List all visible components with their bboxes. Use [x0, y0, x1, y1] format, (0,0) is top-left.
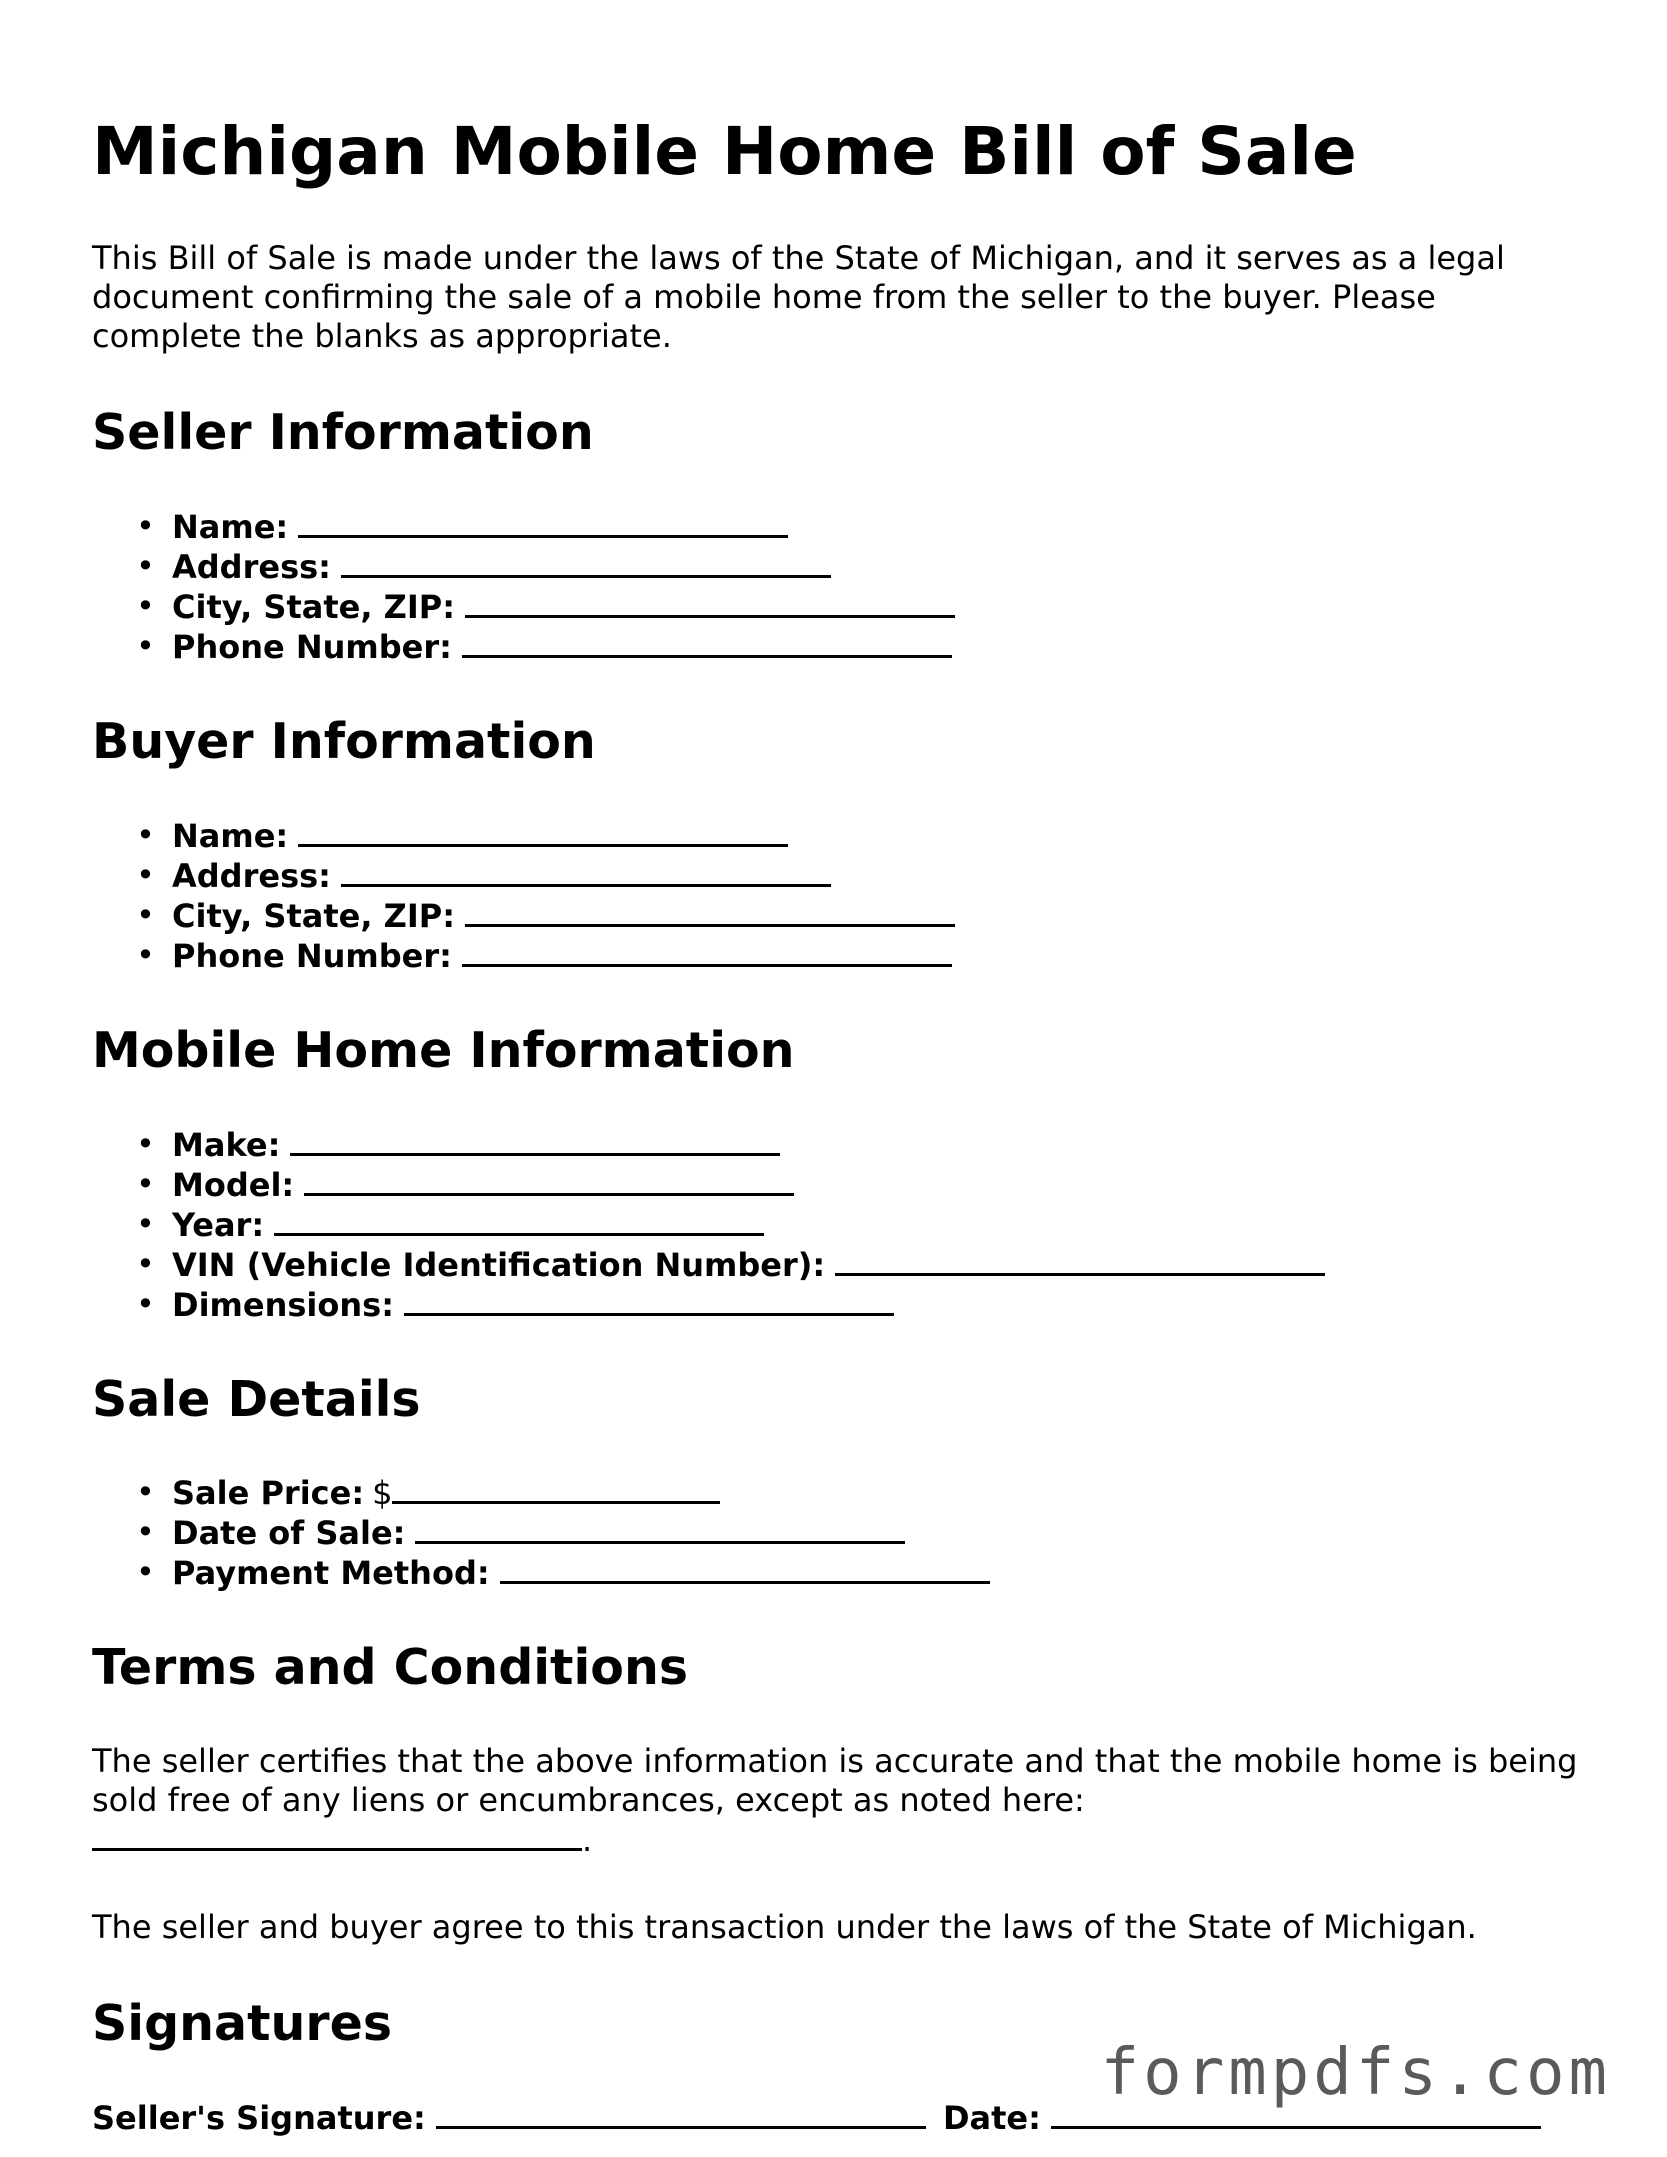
home-vin-field [172, 1245, 1582, 1285]
field-label: Payment Method: [172, 1554, 490, 1593]
blank-line[interactable] [274, 1205, 764, 1236]
blank-line[interactable] [392, 1473, 720, 1504]
sale-price-field [172, 1473, 1582, 1513]
seller-city-field [172, 587, 1582, 627]
blank-line[interactable] [835, 1245, 1325, 1276]
home-model-field [172, 1165, 1582, 1205]
buyer-address-field [172, 856, 1582, 896]
blank-line[interactable] [462, 936, 952, 967]
watermark-logo: formpdfs.com [1100, 2036, 1611, 2110]
sale-fields [92, 1473, 1582, 1593]
blank-line[interactable] [298, 816, 788, 847]
terms-paragraph [92, 1742, 1582, 1860]
blank-line[interactable] [465, 896, 955, 927]
sale-heading: Sale Details [92, 1370, 421, 1428]
field-label: City, State, ZIP: [172, 896, 456, 935]
field-label: Dimensions: [172, 1285, 394, 1324]
terms-period: . [582, 1821, 593, 1860]
blank-line[interactable] [404, 1285, 894, 1316]
seller-fields [92, 507, 1582, 667]
home-make-field [172, 1125, 1582, 1165]
document-title: Michigan Mobile Home Bill of Sale [92, 113, 1357, 190]
sale-date-field [172, 1513, 1582, 1553]
document-page [92, 112, 1582, 2138]
terms-heading: Terms and Conditions [92, 1639, 688, 1697]
field-label: Model: [172, 1165, 295, 1204]
field-label: City, State, ZIP: [172, 587, 456, 626]
seller-phone-field [172, 627, 1582, 667]
blank-line[interactable] [341, 856, 831, 887]
seller-heading: Seller Information [92, 404, 594, 462]
seller-signature-label: Seller's Signature: [92, 2098, 426, 2137]
field-label: Name: [172, 507, 289, 546]
terms-text: The seller certifies that the above information is accurate and that the mobile home is being sold free of any liens or encumbrances, except as noted here: [92, 1742, 1578, 1820]
buyer-name-field [172, 816, 1582, 856]
payment-method-field [172, 1553, 1582, 1593]
field-label: VIN (Vehicle Identification Number): [172, 1245, 826, 1284]
blank-line[interactable] [500, 1553, 990, 1584]
home-heading: Mobile Home Information [92, 1021, 795, 1079]
home-fields [92, 1125, 1582, 1325]
blank-line[interactable] [465, 587, 955, 618]
blank-line[interactable] [298, 507, 788, 538]
field-label: Address: [172, 856, 331, 895]
blank-line[interactable] [304, 1165, 794, 1196]
field-label: Make: [172, 1125, 281, 1164]
signature-date-label: Date: [942, 2098, 1041, 2137]
field-label: Address: [172, 547, 331, 586]
blank-line[interactable] [341, 547, 831, 578]
blank-line[interactable] [415, 1513, 905, 1544]
field-label: Phone Number: [172, 936, 452, 975]
seller-name-field [172, 507, 1582, 547]
seller-address-field [172, 547, 1582, 587]
field-label: Year: [172, 1205, 265, 1244]
signatures-heading: Signatures [92, 1995, 392, 2053]
buyer-fields [92, 816, 1582, 976]
buyer-phone-field [172, 936, 1582, 976]
home-dimensions-field [172, 1285, 1582, 1325]
blank-line[interactable] [92, 1820, 582, 1851]
buyer-city-field [172, 896, 1582, 936]
field-label: Sale Price: [172, 1474, 365, 1513]
field-label: Name: [172, 816, 289, 855]
field-label: Phone Number: [172, 627, 452, 666]
blank-line[interactable] [462, 627, 952, 658]
blank-line[interactable] [290, 1125, 780, 1156]
field-label: Date of Sale: [172, 1514, 406, 1553]
buyer-heading: Buyer Information [92, 712, 596, 770]
agreement-paragraph: The seller and buyer agree to this transaction under the laws of the State of Michigan. [92, 1908, 1477, 1947]
home-year-field [172, 1205, 1582, 1245]
currency-symbol: $ [372, 1474, 393, 1513]
seller-signature-line[interactable] [436, 2098, 926, 2129]
intro-paragraph: This Bill of Sale is made under the laws of the State of Michigan, and it serves as a legal document confirming the sale of a mobile home from the seller to the buyer. Please complete the blanks as appropriate. [92, 239, 1505, 356]
